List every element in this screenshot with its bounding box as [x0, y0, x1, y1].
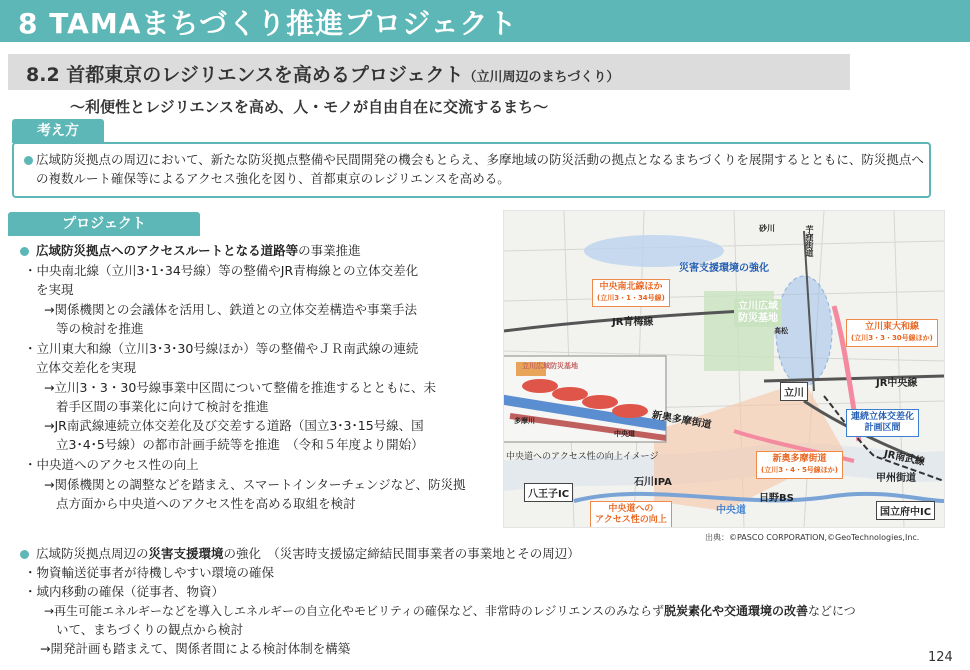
station-tachikawa: 立川	[780, 382, 808, 401]
kangae-text: 広域防災拠点の周辺において、新たな防災拠点整備や民間開発の機会もとらえ、多摩地域の防災活動の拠点となるまちづくりを展開するとともに、防災拠点への複数ルート確保等によるアクセス強化を図り、首都東京のレジリエンスを高める。	[36, 152, 924, 186]
road-koshu: 甲州街道	[876, 473, 916, 484]
list-item: →立川3・3・30号線事業中区間について整備を推進するとともに、未	[44, 380, 437, 395]
list-item: 点方面から中央道へのアクセス性を高める取組を検討	[56, 496, 356, 511]
disaster-env-label: 災害支援環境の強化	[679, 263, 769, 274]
place-hino: 日野BS	[759, 493, 794, 504]
m3-post: などにつ	[807, 604, 856, 618]
list-item	[44, 603, 856, 619]
tagline: ～利便性とレジリエンスを高め、人・モノが自由自在に交流するまち～	[70, 98, 549, 116]
inset-label: 立川広域防災基地	[522, 362, 578, 370]
road-imokubo: 芋窪街道	[805, 225, 814, 257]
area-map	[503, 210, 945, 528]
m3-pre: →再生可能エネルギーなどを導入しエネルギーの自立化やモビリティの確保など、非常時のレジリエンスのみならず	[44, 604, 664, 618]
line-chuo: JR中央線	[876, 378, 918, 389]
north-south-label: 中央南北線ほか	[599, 282, 663, 292]
section-subtitle	[26, 60, 619, 87]
okutama-box	[756, 451, 843, 479]
ic-kunitachi: 国立府中IC	[876, 501, 935, 520]
list-item: →関係機関との会議体を活用し、鉄道との立体交差構造や事業手法	[44, 302, 417, 317]
inset-river: 多摩川	[514, 417, 535, 425]
project-section-2-heading	[36, 546, 580, 562]
east-yamato-label: 立川東大和線	[864, 322, 919, 332]
bullet-icon	[20, 247, 29, 256]
list-item: ・中央道へのアクセス性の向上	[24, 457, 199, 472]
page-number: 124	[928, 650, 953, 665]
access-box: 中央道への アクセス性の向上	[590, 501, 672, 528]
list-item: 等の検討を推進	[56, 321, 144, 336]
okutama-label: 新奥多摩街道	[772, 454, 827, 464]
project-section-1-heading	[36, 243, 361, 259]
bullet-icon	[20, 550, 29, 559]
list-item: 立3･4･5号線）の都市計画手続等を推進 （令和５年度より開始）	[56, 437, 424, 452]
base-label: 立川広域 防災基地	[734, 299, 782, 327]
list-item: ・立川東大和線（立川3･3･30号線ほか）等の整備やＪＲ南武線の連続	[24, 341, 419, 356]
north-south-sub: (立川3・1・34号線)	[597, 294, 665, 302]
list-item: 立体交差化を実現	[36, 360, 137, 375]
s2-bold: 災害支援環境	[148, 546, 224, 561]
list-item: →JR南武線連続立体交差化及び交差する道路（国立3･3･15号線、国	[44, 418, 424, 433]
subtitle-small: （立川周辺のまちづくり）	[463, 70, 620, 85]
okutama-sub: (立川3・4・5号線ほか)	[761, 466, 839, 474]
s1-rest: の事業推進	[298, 243, 361, 258]
place-ishikawa: 石川IPA	[634, 477, 672, 488]
place-sunagawa: 砂川	[759, 224, 775, 233]
s2-pre: 広域防災拠点周辺の	[36, 546, 149, 561]
list-item: →関係機関との調整などを踏まえ、スマートインターチェンジなど、防災拠	[44, 477, 466, 492]
bullet-icon	[24, 156, 33, 165]
road-okutama: 新奥多摩街道	[651, 409, 713, 432]
inset-road: 中央道	[614, 430, 635, 438]
line-ome: JR青梅線	[612, 317, 654, 328]
m3-bold: 脱炭素化や交通環境の改善	[663, 604, 808, 618]
ic-hachioji: 八王子IC	[524, 483, 573, 502]
s2-rest: の強化 （災害時支援協定締結民間事業者の事業地とその周辺）	[223, 546, 580, 561]
subtitle-main: 8.2 首都東京のレジリエンスを高めるプロジェクト	[26, 64, 464, 86]
place-takamatsu: 高松	[774, 327, 788, 335]
list-item: を実現	[36, 282, 74, 297]
road-chuodo: 中央道	[716, 505, 746, 516]
east-yamato-sub: (立川3・3・30号線ほか)	[851, 334, 933, 342]
list-item: →開発計画も踏まえて、関係者間による検討体制を構築	[40, 641, 351, 656]
map-credit: 出典：©PASCO CORPORATION,©GeoTechnologies,Inc.	[705, 533, 920, 542]
project-tab: プロジェクト	[8, 212, 200, 236]
list-item: 着手区間の事業化に向けて検討を推進	[56, 399, 269, 414]
list-item: いて、まちづくりの観点から検討	[56, 622, 244, 637]
list-item: ・物資輸送従事者が待機しやすい環境の確保	[24, 565, 275, 580]
renzoku-box: 連続立体交差化 計画区間	[846, 409, 919, 437]
list-item: ・中央南北線（立川3･1･34号線）等の整備やJR青梅線との立体交差化	[24, 263, 419, 278]
north-south-box	[592, 279, 670, 307]
list-item: ・域内移動の確保（従事者、物資）	[24, 584, 225, 599]
inset-caption: 中央道へのアクセス性の向上イメージ	[506, 452, 659, 462]
line-nambu: JR南武線	[882, 448, 926, 469]
east-yamato-box	[846, 319, 938, 347]
page-title: 8 TAMAまちづくり推進プロジェクト	[18, 7, 518, 40]
s1-bold: 広域防災拠点へのアクセスルートとなる道路等	[36, 243, 299, 258]
kangae-tab: 考え方	[12, 119, 104, 143]
